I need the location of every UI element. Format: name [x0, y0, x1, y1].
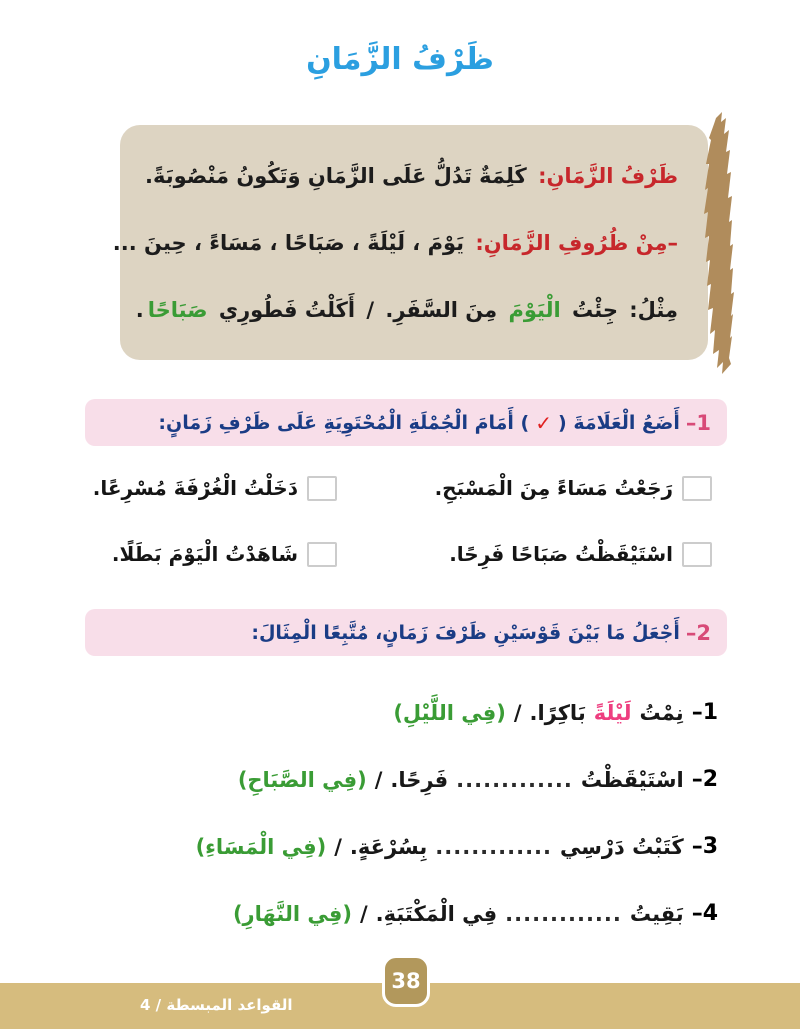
- sentence-text: رَجَعْتُ مَسَاءً مِنَ الْمَسْبَحِ.: [434, 476, 673, 500]
- item-separator: /: [334, 834, 342, 859]
- sentence-item: [82, 528, 337, 580]
- item-text-end: فَرِحًا.: [390, 767, 449, 792]
- exercise2-title: أَجْعَلُ مَا بَيْنَ قَوْسَيْنِ ظَرْفَ زَمَانٍ، مُتَّبِعًا الْمِثَالَ:: [251, 621, 680, 644]
- brushstroke-decoration: [702, 112, 736, 378]
- fill-item: [196, 813, 718, 880]
- sentence-text: شَاهَدْتُ الْيَوْمَ بَطَلًا.: [111, 542, 298, 566]
- sentence-text: اسْتَيْقَظْتُ صَبَاحًا فَرِحًا.: [449, 542, 673, 566]
- answer-checkbox[interactable]: [307, 476, 337, 501]
- sample-separator: /: [366, 298, 375, 322]
- exercise1-title-start: أَضَعُ الْعَلَامَةَ (: [558, 411, 680, 434]
- page-number: 38: [391, 969, 421, 993]
- page-title: ظَرْفُ الزَّمَانِ: [306, 42, 494, 77]
- item-number: 1–: [691, 700, 718, 725]
- item-text-end: بِسُرْعَةٍ.: [349, 834, 428, 859]
- fill-item: [196, 746, 718, 813]
- sample-adverb-1: الْيَوْمَ: [508, 298, 561, 322]
- sample-adverb-2: صَبَاحًا: [147, 298, 208, 322]
- book-title: القواعد المبسطة / 4: [140, 996, 293, 1014]
- definition-text: كَلِمَةٌ تَدُلُّ عَلَى الزَّمَانِ وَتَكُونُ مَنْصُوبَةً.: [144, 164, 527, 188]
- item-separator: /: [374, 767, 383, 792]
- examples-list: يَوْمَ ، لَيْلَةً ، صَبَاحًا ، مَسَاءً ، حِينَ ...: [112, 231, 465, 255]
- exercise1-number: 1–: [685, 410, 711, 435]
- checkmark-icon: ✓: [535, 410, 553, 435]
- answer-checkbox[interactable]: [682, 542, 712, 567]
- exercise1-title-end: ) أَمَامَ الْجُمْلَةِ الْمُحْتَوِيَةِ عَلَى ظَرْفِ زَمَانٍ:: [158, 411, 530, 434]
- definition-line-sample: [135, 293, 678, 327]
- exercise2-items: [196, 679, 718, 947]
- item-text-start: اسْتَيْقَظْتُ: [580, 767, 684, 792]
- sample-period: .: [135, 298, 144, 322]
- sample-sentence-1-start: جِئْتُ: [572, 298, 618, 322]
- item-blank-line[interactable]: .............: [435, 834, 553, 859]
- exercise2-number: 2–: [685, 620, 711, 645]
- exercise1-header: [85, 399, 727, 446]
- item-hint: (فِي اللَّيْلِ): [393, 700, 506, 725]
- item-answer-word: لَيْلَةً: [593, 700, 632, 725]
- definition-term: ظَرْفُ الزَّمَانِ:: [538, 164, 678, 188]
- item-text-end: فِي الْمَكْتَبَةِ.: [375, 901, 498, 926]
- definition-box: [112, 125, 708, 360]
- fill-item: [196, 880, 718, 947]
- examples-term: –مِنْ ظُرُوفِ الزَّمَانِ:: [475, 231, 678, 255]
- item-separator: /: [359, 901, 368, 926]
- definition-line-rule: [138, 159, 678, 193]
- item-hint: (فِي النَّهَارِ): [232, 901, 352, 926]
- item-number: 3–: [691, 834, 718, 859]
- page-number-badge: [382, 955, 430, 1007]
- sentence-item: [82, 462, 337, 514]
- fill-item: [196, 679, 718, 746]
- sentence-text: دَخَلْتُ الْغُرْفَةَ مُسْرِعًا.: [92, 476, 298, 500]
- item-text-start: نِمْتُ: [639, 700, 684, 725]
- exercise2-header: [85, 609, 727, 656]
- item-separator: /: [513, 700, 522, 725]
- exercise1-sentences: [82, 462, 712, 580]
- item-text-start: كَتَبْتُ دَرْسِي: [560, 834, 684, 859]
- sample-sentence-1-end: مِنَ السَّفَرِ.: [385, 298, 498, 322]
- definition-line-examples: [112, 226, 678, 260]
- sentence-item: [337, 462, 712, 514]
- item-blank-line[interactable]: .............: [456, 767, 573, 792]
- sample-sentence-2-start: أَكَلْتُ فَطُورِي: [218, 298, 356, 322]
- answer-checkbox[interactable]: [307, 542, 337, 567]
- sentence-item: [337, 528, 712, 580]
- item-hint: (فِي الْمَسَاءِ): [195, 834, 327, 859]
- sample-label: مِثْلُ:: [629, 298, 678, 322]
- item-number: 2–: [691, 767, 718, 792]
- answer-checkbox[interactable]: [682, 476, 712, 501]
- item-blank-line[interactable]: .............: [505, 901, 622, 926]
- item-text-end: بَاكِرًا.: [529, 700, 586, 725]
- item-text-start: بَقِيتُ: [629, 901, 684, 926]
- item-hint: (فِي الصَّبَاحِ): [237, 767, 367, 792]
- item-number: 4–: [691, 901, 718, 926]
